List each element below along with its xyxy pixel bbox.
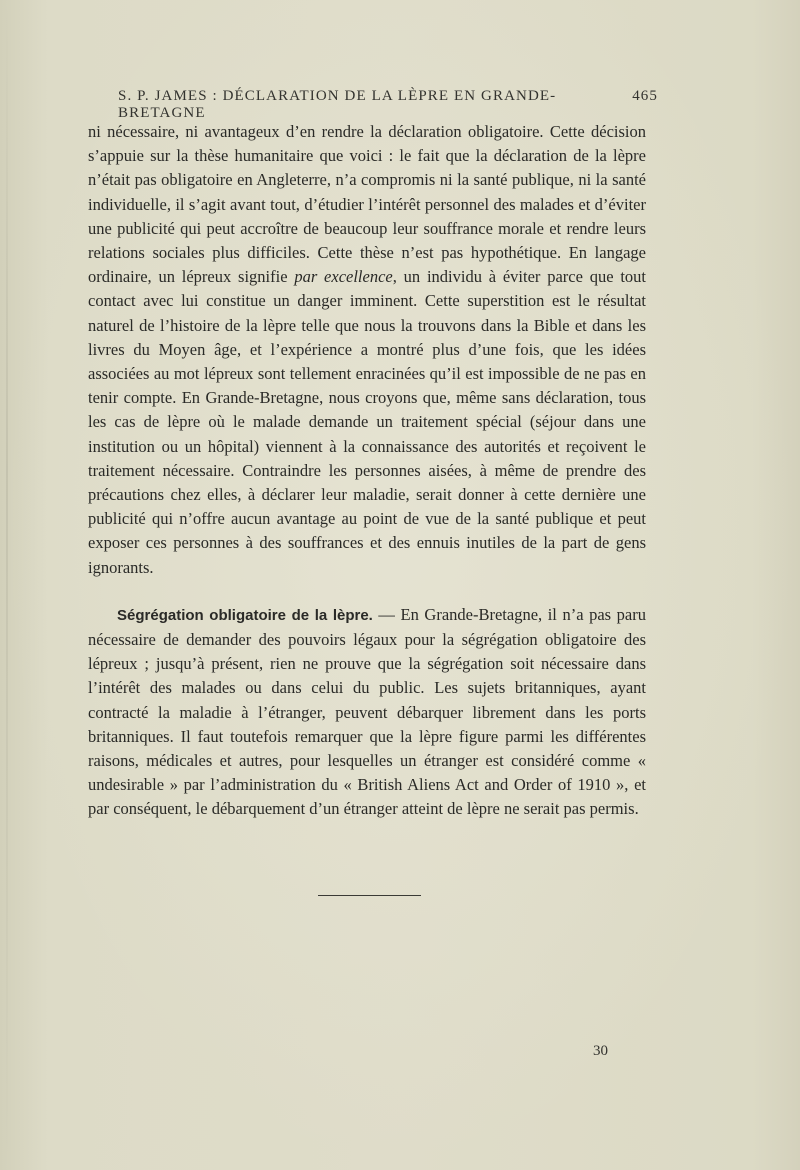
section-heading: Ségrégation obligatoire de la lèpre. <box>117 606 373 624</box>
signature-mark: 30 <box>593 1043 608 1059</box>
page-edge-shadow <box>6 0 8 1170</box>
paragraph-declaration <box>88 120 646 580</box>
running-header <box>118 88 658 122</box>
paragraph-2-text: — En Grande-Bretagne, il n’a pas paru nécessaire de demander des pouvoirs légaux pour la ségrégation obligatoire des lépreux ; jusqu’à présent, rien ne prouve que la ségrégation soit nécessaire dans l’intérêt des malades ou dans celui du public. Les sujets britanniques, ayant contracté la maladie à l’étranger, peuvent débarquer librement dans les ports britanniques. Il faut toutefois remarquer que la lèpre figure parmi les différentes raisons, médicales et autres, pour lesquelles un étranger est considéré comme « undesirable » par l’administration du « British Aliens Act and Order of 1910 », et par conséquent, le débarquement d’un étranger atteint de lèpre ne serait pas permis. <box>88 604 646 819</box>
end-rule <box>318 895 421 896</box>
running-title: S. P. JAMES : DÉCLARATION DE LA LÈPRE EN GRANDE-BRETAGNE <box>118 88 557 121</box>
page-number-top: 465 <box>632 88 658 104</box>
paragraph-segregation <box>88 603 646 822</box>
italic-phrase: par excellence <box>294 267 393 287</box>
paragraph-1-end: , un individu à éviter parce que tout contact avec lui constitue un danger imminent. Cette superstition est le résultat naturel de l’histoire de la lèpre telle que nous la trouvons dans la Bible et dans les livres du Moyen âge, et l’expérience a montré plus d’une fois, que les idées associées au mot lépreux sont tellement enracinées qu’il est impossible de ne pas en tenir compte. En Grande-Bretagne, nous croyons que, même sans déclaration, tous les cas de lèpre où le malade demande un traitement spécial (séjour dans une institution ou un hôpital) viennent à la connaissance des autorités et reçoivent le traitement nécessaire. Contraindre les personnes aisées, à même de prendre des précautions chez elles, à déclarer leur maladie, serait donner à cette dernière une publicité qui n’offre aucun avantage au point de vue de la santé publique et peut exposer ces personnes à des souffrances et des ennuis inutiles de la part de gens ignorants. <box>88 267 647 577</box>
body-text <box>88 120 646 822</box>
paragraph-1-start: ni nécessaire, ni avantageux d’en rendre la déclaration obligatoire. Cette décision s’appuie sur la thèse humanitaire que voici : le fait que la déclaration de la lèpre n’était pas obligatoire en Angleterre, n’a compromis ni la santé publique, ni la santé individuelle, il s’agit avant tout, d’étudier l’intérêt personnel des malades et d’éviter une publicité qui peut accroître de beaucoup leur souffrance morale et rendre leurs relations sociales plus difficiles. Cette thèse n’est pas hypothétique. En langage ordinaire, un lépreux signifie <box>88 122 646 287</box>
